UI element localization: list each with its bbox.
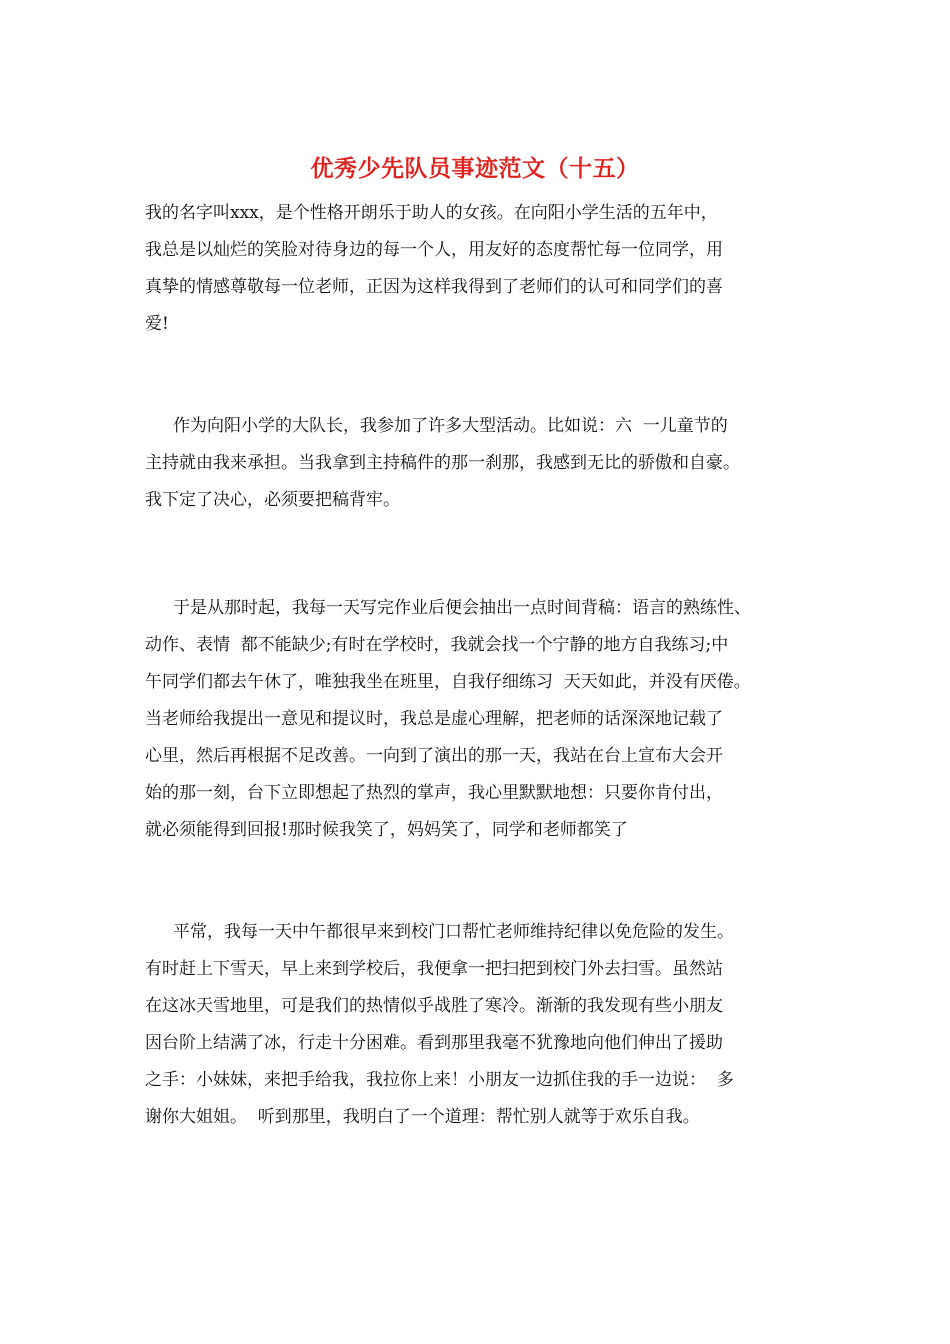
paragraph-line: 就必须能得到回报!那时候我笑了，妈妈笑了，同学和老师都笑了 <box>145 820 628 840</box>
paragraph-line: 于是从那时起，我每一天写完作业后便会抽出一点时间背稿：语言的熟练性、 <box>173 598 751 618</box>
paragraph-3 <box>145 590 825 849</box>
document-title: 优秀少先队员事迹范文（十五） <box>310 156 640 182</box>
paragraph-1 <box>145 195 825 343</box>
paragraph-4 <box>145 914 825 1136</box>
paragraph-line: 作为向阳小学的大队长，我参加了许多大型活动。比如说：六 一儿童节的 <box>173 416 728 436</box>
paragraph-line: 爱! <box>145 314 169 334</box>
paragraph-line: 午同学们都去午休了，唯独我坐在班里，自我仔细练习 天天如此，并没有厌倦。 <box>145 672 751 692</box>
paragraph-line: 我的名字叫xxx，是个性格开朗乐于助人的女孩。在向阳小学生活的五年中， <box>145 203 718 223</box>
paragraph-line: 当老师给我提出一意见和提议时，我总是虚心理解，把老师的话深深地记载了 <box>145 709 723 729</box>
paragraph-line: 我总是以灿烂的笑脸对待身边的每一个人，用友好的态度帮忙每一位同学，用 <box>145 240 723 260</box>
paragraph-line: 始的那一刻，台下立即想起了热烈的掌声，我心里默默地想：只要你肯付出， <box>145 783 723 803</box>
paragraph-line: 主持就由我来承担。当我拿到主持稿件的那一刹那，我感到无比的骄傲和自豪。 <box>145 453 740 473</box>
paragraph-line: 平常，我每一天中午都很早来到校门口帮忙老师维持纪律以免危险的发生。 <box>173 922 734 942</box>
paragraph-line: 因台阶上结满了冰，行走十分困难。看到那里我毫不犹豫地向他们伸出了援助 <box>145 1033 723 1053</box>
paragraph-line: 在这冰天雪地里，可是我们的热情似乎战胜了寒冷。渐渐的我发现有些小朋友 <box>145 996 723 1016</box>
paragraph-line: 之手：小妹妹，来把手给我，我拉你上来！小朋友一边抓住我的手一边说： 多 <box>145 1070 734 1090</box>
paragraph-line: 真挚的情感尊敬每一位老师，正因为这样我得到了老师们的认可和同学们的喜 <box>145 277 723 297</box>
paragraph-line: 动作、表情 都不能缺少;有时在学校时，我就会找一个宁静的地方自我练习;中 <box>145 635 729 655</box>
paragraph-line: 谢你大姐姐。 听到那里，我明白了一个道理：帮忙别人就等于欢乐自我。 <box>145 1107 700 1127</box>
paragraph-line: 心里，然后再根据不足改善。一向到了演出的那一天，我站在台上宣布大会开 <box>145 746 723 766</box>
paragraph-line: 有时赶上下雪天，早上来到学校后，我便拿一把扫把到校门外去扫雪。虽然站 <box>145 959 723 979</box>
paragraph-line: 我下定了决心，必须要把稿背牢。 <box>145 490 400 510</box>
paragraph-2 <box>145 408 825 519</box>
